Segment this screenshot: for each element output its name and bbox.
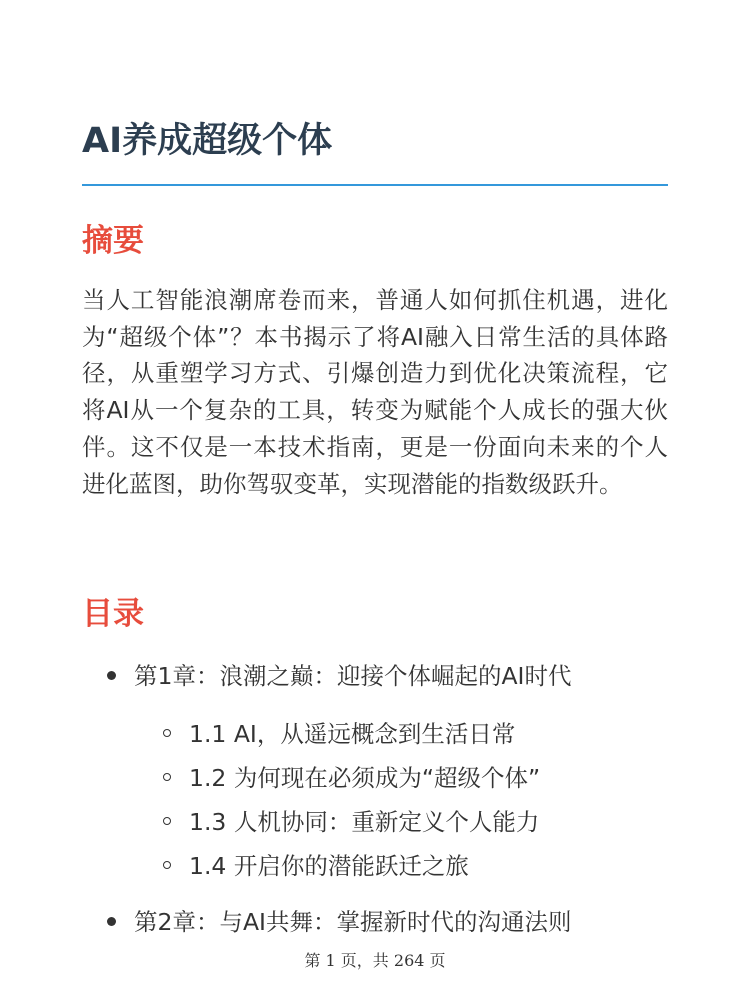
bullet-disc-icon bbox=[107, 671, 116, 680]
abstract-paragraph: 当人工智能浪潮席卷而来，普通人如何抓住机遇，进化为“超级个体”？本书揭示了将AI融入日常生活的具体路径，从重塑学习方式、引爆创造力到优化决策流程，它将AI从一个复杂的工具，转变为赋能个人成长的强大伙伴。这不仅是一本技术指南，更是一份面向未来的个人进化蓝图，助你驾驭变革，实现潜能的指数级跃升。 bbox=[82, 286, 668, 498]
toc-section-1-2[interactable] bbox=[82, 760, 668, 796]
toc-section-label[interactable]: 1.2 为何现在必须成为“超级个体” bbox=[189, 764, 541, 792]
toc-section-1-4[interactable] bbox=[82, 848, 668, 884]
page-indicator: 第 1 页，共 264 页 bbox=[304, 951, 446, 970]
bullet-circle-icon bbox=[163, 817, 171, 825]
toc-section-1-3[interactable] bbox=[82, 804, 668, 840]
bullet-circle-icon bbox=[163, 861, 171, 869]
toc-chapter-2[interactable] bbox=[82, 904, 668, 940]
toc-section-label[interactable]: 1.1 AI，从遥远概念到生活日常 bbox=[189, 720, 516, 748]
abstract-heading: 摘要 bbox=[82, 223, 144, 259]
bullet-circle-icon bbox=[163, 729, 171, 737]
toc-section-label[interactable]: 1.3 人机协同：重新定义个人能力 bbox=[189, 808, 540, 836]
toc-chapter-1[interactable] bbox=[82, 658, 668, 694]
bullet-circle-icon bbox=[163, 773, 171, 781]
toc-section-1-1[interactable] bbox=[82, 716, 668, 752]
toc-chapter-label[interactable]: 第2章：与AI共舞：掌握新时代的沟通法则 bbox=[134, 908, 572, 936]
toc-chapter-label[interactable]: 第1章：浪潮之巅：迎接个体崛起的AI时代 bbox=[134, 662, 572, 690]
bullet-disc-icon bbox=[107, 917, 116, 926]
document-page bbox=[82, 0, 668, 1000]
toc-section-label[interactable]: 1.4 开启你的潜能跃迁之旅 bbox=[189, 852, 469, 880]
title-divider bbox=[82, 184, 668, 186]
book-title: AI养成超级个体 bbox=[82, 121, 333, 161]
toc-heading: 目录 bbox=[82, 596, 144, 632]
